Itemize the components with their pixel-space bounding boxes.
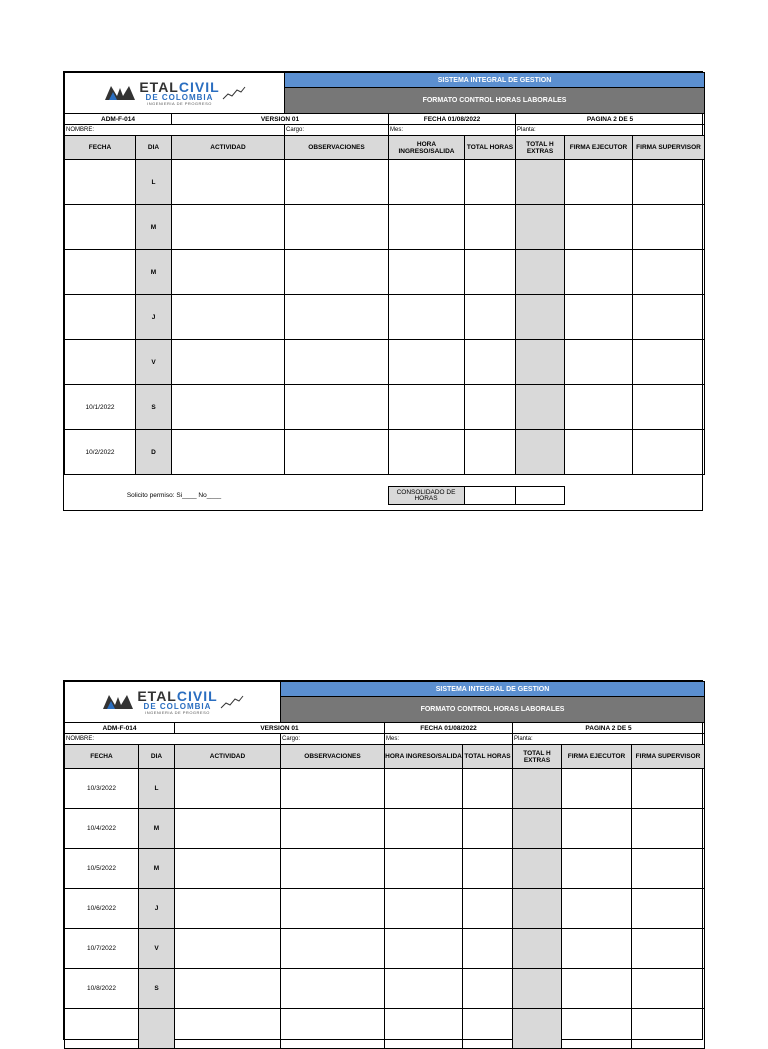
consolidado-label: CONSOLIDADO DE HORAS: [388, 487, 464, 505]
firma-supervisor-cell[interactable]: [632, 929, 705, 969]
col-total-extras: TOTAL H EXTRAS: [516, 136, 565, 160]
cargo-field[interactable]: Cargo:: [281, 734, 385, 745]
doc-page: PAGINA 2 DE 5: [516, 114, 705, 125]
col-total-horas: TOTAL HORAS: [465, 136, 516, 160]
total-horas-cell[interactable]: [463, 1009, 513, 1049]
system-title: SISTEMA INTEGRAL DE GESTION: [285, 73, 705, 88]
hora-cell[interactable]: [385, 889, 463, 929]
mes-field[interactable]: Mes:: [389, 125, 516, 136]
actividad-cell[interactable]: [175, 969, 281, 1009]
cargo-field[interactable]: Cargo:: [285, 125, 389, 136]
firma-ejecutor-cell[interactable]: [562, 1009, 632, 1049]
total-extras-cell[interactable]: [513, 969, 562, 1009]
dia-cell: V: [136, 340, 172, 385]
firma-supervisor-cell[interactable]: [633, 160, 705, 205]
col-firma-supervisor: FIRMA SUPERVISOR: [633, 136, 705, 160]
firma-supervisor-cell[interactable]: [633, 295, 705, 340]
fecha-cell[interactable]: 10/4/2022: [65, 809, 139, 849]
total-extras-cell[interactable]: [513, 769, 562, 809]
total-horas-cell[interactable]: [465, 205, 516, 250]
dia-cell: M: [136, 250, 172, 295]
col-total-horas: TOTAL HORAS: [463, 745, 513, 769]
table-row: [65, 160, 705, 205]
table-row: [65, 769, 705, 809]
total-horas-cell[interactable]: [463, 969, 513, 1009]
fecha-cell[interactable]: 10/1/2022: [65, 385, 136, 430]
actividad-cell[interactable]: [172, 340, 285, 385]
total-horas-cell[interactable]: [463, 849, 513, 889]
observaciones-cell[interactable]: [285, 340, 389, 385]
firma-ejecutor-cell[interactable]: [565, 160, 633, 205]
actividad-cell[interactable]: [175, 1009, 281, 1049]
firma-supervisor-cell[interactable]: [633, 205, 705, 250]
actividad-cell[interactable]: [175, 849, 281, 889]
fecha-cell[interactable]: 10/2/2022: [65, 430, 136, 475]
firma-supervisor-cell[interactable]: [632, 809, 705, 849]
hora-cell[interactable]: [389, 160, 465, 205]
hora-cell[interactable]: [385, 769, 463, 809]
total-horas-cell[interactable]: [465, 385, 516, 430]
nombre-field[interactable]: NOMBRE:: [65, 734, 281, 745]
col-hora: HORA INGRESO/SALIDA: [385, 745, 463, 769]
col-fecha: FECHA: [65, 745, 139, 769]
firma-ejecutor-cell[interactable]: [565, 250, 633, 295]
doc-code: ADM-F-014: [65, 723, 175, 734]
mes-field[interactable]: Mes:: [385, 734, 513, 745]
firma-supervisor-cell[interactable]: [633, 340, 705, 385]
col-total-extras: TOTAL H EXTRAS: [513, 745, 562, 769]
observaciones-cell[interactable]: [281, 1009, 385, 1049]
hora-cell[interactable]: [389, 430, 465, 475]
actividad-cell[interactable]: [172, 250, 285, 295]
observaciones-cell[interactable]: [281, 769, 385, 809]
total-extras-cell[interactable]: [513, 929, 562, 969]
total-extras-cell[interactable]: [513, 1009, 562, 1049]
actividad-cell[interactable]: [172, 160, 285, 205]
planta-field[interactable]: Planta:: [516, 125, 705, 136]
firma-ejecutor-cell[interactable]: [562, 849, 632, 889]
table-row: [65, 889, 705, 929]
dia-cell: M: [139, 809, 175, 849]
observaciones-cell[interactable]: [285, 385, 389, 430]
observaciones-cell[interactable]: [285, 250, 389, 295]
table-row: [65, 295, 705, 340]
logo-graph-icon: [222, 86, 246, 100]
doc-code: ADM-F-014: [65, 114, 172, 125]
firma-ejecutor-cell[interactable]: [565, 205, 633, 250]
fecha-cell[interactable]: 10/5/2022: [65, 849, 139, 889]
dia-cell: S: [136, 385, 172, 430]
doc-version: VERSION 01: [175, 723, 385, 734]
hora-cell[interactable]: [389, 250, 465, 295]
total-extras-cell[interactable]: [516, 340, 565, 385]
fecha-cell[interactable]: [65, 1009, 139, 1049]
total-extras-cell[interactable]: [516, 160, 565, 205]
format-title: FORMATO CONTROL HORAS LABORALES: [285, 88, 705, 114]
total-horas-cell[interactable]: [463, 809, 513, 849]
firma-ejecutor-cell[interactable]: [565, 430, 633, 475]
dia-cell: L: [139, 769, 175, 809]
col-actividad: ACTIVIDAD: [175, 745, 281, 769]
table-row: [65, 849, 705, 889]
actividad-cell[interactable]: [175, 769, 281, 809]
hora-cell[interactable]: [385, 1009, 463, 1049]
company-logo: ETALCIVIL DE COLOMBIA INGENIERIA DE PROGRESO: [65, 682, 281, 723]
table-row: [65, 969, 705, 1009]
total-horas-cell[interactable]: [465, 430, 516, 475]
doc-version: VERSION 01: [172, 114, 389, 125]
logo-graph-icon: [220, 695, 244, 709]
fecha-cell[interactable]: [65, 205, 136, 250]
nombre-field[interactable]: NOMBRE:: [65, 125, 285, 136]
fecha-cell[interactable]: [65, 250, 136, 295]
total-horas-cell[interactable]: [465, 340, 516, 385]
doc-page: PAGINA 2 DE 5: [513, 723, 705, 734]
table-row: [65, 430, 705, 475]
fecha-cell[interactable]: [65, 340, 136, 385]
logo-emblem-icon: [101, 691, 135, 713]
fecha-cell[interactable]: 10/8/2022: [65, 969, 139, 1009]
observaciones-cell[interactable]: [285, 205, 389, 250]
observaciones-cell[interactable]: [285, 430, 389, 475]
col-firma-ejecutor: FIRMA EJECUTOR: [562, 745, 632, 769]
firma-supervisor-cell[interactable]: [632, 969, 705, 1009]
total-extras-cell[interactable]: [516, 250, 565, 295]
observaciones-cell[interactable]: [281, 889, 385, 929]
table-row: [65, 340, 705, 385]
col-firma-ejecutor: FIRMA EJECUTOR: [565, 136, 633, 160]
fecha-cell[interactable]: 10/3/2022: [65, 769, 139, 809]
firma-supervisor-cell[interactable]: [632, 769, 705, 809]
consolidado-total-extras[interactable]: [515, 487, 564, 505]
col-firma-supervisor: FIRMA SUPERVISOR: [632, 745, 705, 769]
total-horas-cell[interactable]: [465, 250, 516, 295]
firma-ejecutor-cell[interactable]: [562, 889, 632, 929]
firma-ejecutor-cell[interactable]: [562, 929, 632, 969]
table-row: [65, 205, 705, 250]
total-extras-cell[interactable]: [516, 295, 565, 340]
actividad-cell[interactable]: [172, 295, 285, 340]
dia-cell: J: [136, 295, 172, 340]
permiso-text: Solicito permiso: Si____ No____: [126, 492, 222, 499]
fecha-cell[interactable]: [65, 160, 136, 205]
table-row: [65, 929, 705, 969]
hora-cell[interactable]: [385, 849, 463, 889]
dia-cell: L: [136, 160, 172, 205]
dia-cell: V: [139, 929, 175, 969]
observaciones-cell[interactable]: [281, 929, 385, 969]
table-row: [65, 250, 705, 295]
dia-cell: M: [136, 205, 172, 250]
timesheet-form-2: [63, 680, 703, 1040]
total-extras-cell[interactable]: [513, 889, 562, 929]
fecha-cell[interactable]: [65, 295, 136, 340]
total-extras-cell[interactable]: [516, 430, 565, 475]
col-actividad: ACTIVIDAD: [172, 136, 285, 160]
actividad-cell[interactable]: [172, 385, 285, 430]
firma-supervisor-cell[interactable]: [633, 385, 705, 430]
actividad-cell[interactable]: [175, 929, 281, 969]
observaciones-cell[interactable]: [285, 160, 389, 205]
actividad-cell[interactable]: [172, 430, 285, 475]
doc-date: FECHA 01/08/2022: [385, 723, 513, 734]
dia-cell: J: [139, 889, 175, 929]
dia-cell: D: [136, 430, 172, 475]
firma-supervisor-cell[interactable]: [633, 430, 705, 475]
actividad-cell[interactable]: [175, 889, 281, 929]
observaciones-cell[interactable]: [281, 969, 385, 1009]
actividad-cell[interactable]: [172, 205, 285, 250]
dia-cell: M: [139, 849, 175, 889]
col-observaciones: OBSERVACIONES: [285, 136, 389, 160]
table-row: [65, 1009, 705, 1049]
total-horas-cell[interactable]: [465, 295, 516, 340]
hora-cell[interactable]: [389, 385, 465, 430]
total-horas-cell[interactable]: [465, 160, 516, 205]
col-dia: DIA: [136, 136, 172, 160]
hora-cell[interactable]: [385, 929, 463, 969]
firma-supervisor-cell[interactable]: [632, 849, 705, 889]
fecha-cell[interactable]: 10/6/2022: [65, 889, 139, 929]
col-dia: DIA: [139, 745, 175, 769]
hora-cell[interactable]: [389, 295, 465, 340]
firma-ejecutor-cell[interactable]: [562, 769, 632, 809]
total-horas-cell[interactable]: [463, 929, 513, 969]
firma-ejecutor-cell[interactable]: [562, 809, 632, 849]
consolidado-total-horas[interactable]: [464, 487, 515, 505]
firma-supervisor-cell[interactable]: [633, 250, 705, 295]
total-extras-cell[interactable]: [513, 849, 562, 889]
hora-cell[interactable]: [389, 205, 465, 250]
dia-cell: [139, 1009, 175, 1049]
format-title: FORMATO CONTROL HORAS LABORALES: [281, 697, 705, 723]
col-observaciones: OBSERVACIONES: [281, 745, 385, 769]
col-hora: HORA INGRESO/SALIDA: [389, 136, 465, 160]
total-extras-cell[interactable]: [516, 385, 565, 430]
planta-field[interactable]: Planta:: [513, 734, 705, 745]
total-extras-cell[interactable]: [513, 809, 562, 849]
firma-supervisor-cell[interactable]: [632, 1009, 705, 1049]
firma-supervisor-cell[interactable]: [632, 889, 705, 929]
total-extras-cell[interactable]: [516, 205, 565, 250]
fecha-cell[interactable]: 10/7/2022: [65, 929, 139, 969]
firma-ejecutor-cell[interactable]: [565, 295, 633, 340]
observaciones-cell[interactable]: [281, 809, 385, 849]
table-row: [65, 809, 705, 849]
dia-cell: S: [139, 969, 175, 1009]
firma-ejecutor-cell[interactable]: [565, 385, 633, 430]
table-row: [65, 385, 705, 430]
company-logo: ETALCIVIL DE COLOMBIA INGENIERIA DE PROGRESO: [65, 73, 285, 114]
col-fecha: FECHA: [65, 136, 136, 160]
doc-date: FECHA 01/08/2022: [389, 114, 516, 125]
firma-ejecutor-cell[interactable]: [562, 969, 632, 1009]
total-horas-cell[interactable]: [463, 769, 513, 809]
firma-ejecutor-cell[interactable]: [565, 340, 633, 385]
logo-emblem-icon: [103, 82, 137, 104]
observaciones-cell[interactable]: [285, 295, 389, 340]
hora-cell[interactable]: [389, 340, 465, 385]
timesheet-form-1: [63, 71, 703, 511]
hora-cell[interactable]: [385, 809, 463, 849]
observaciones-cell[interactable]: [281, 849, 385, 889]
system-title: SISTEMA INTEGRAL DE GESTION: [281, 682, 705, 697]
total-horas-cell[interactable]: [463, 889, 513, 929]
hora-cell[interactable]: [385, 969, 463, 1009]
actividad-cell[interactable]: [175, 809, 281, 849]
